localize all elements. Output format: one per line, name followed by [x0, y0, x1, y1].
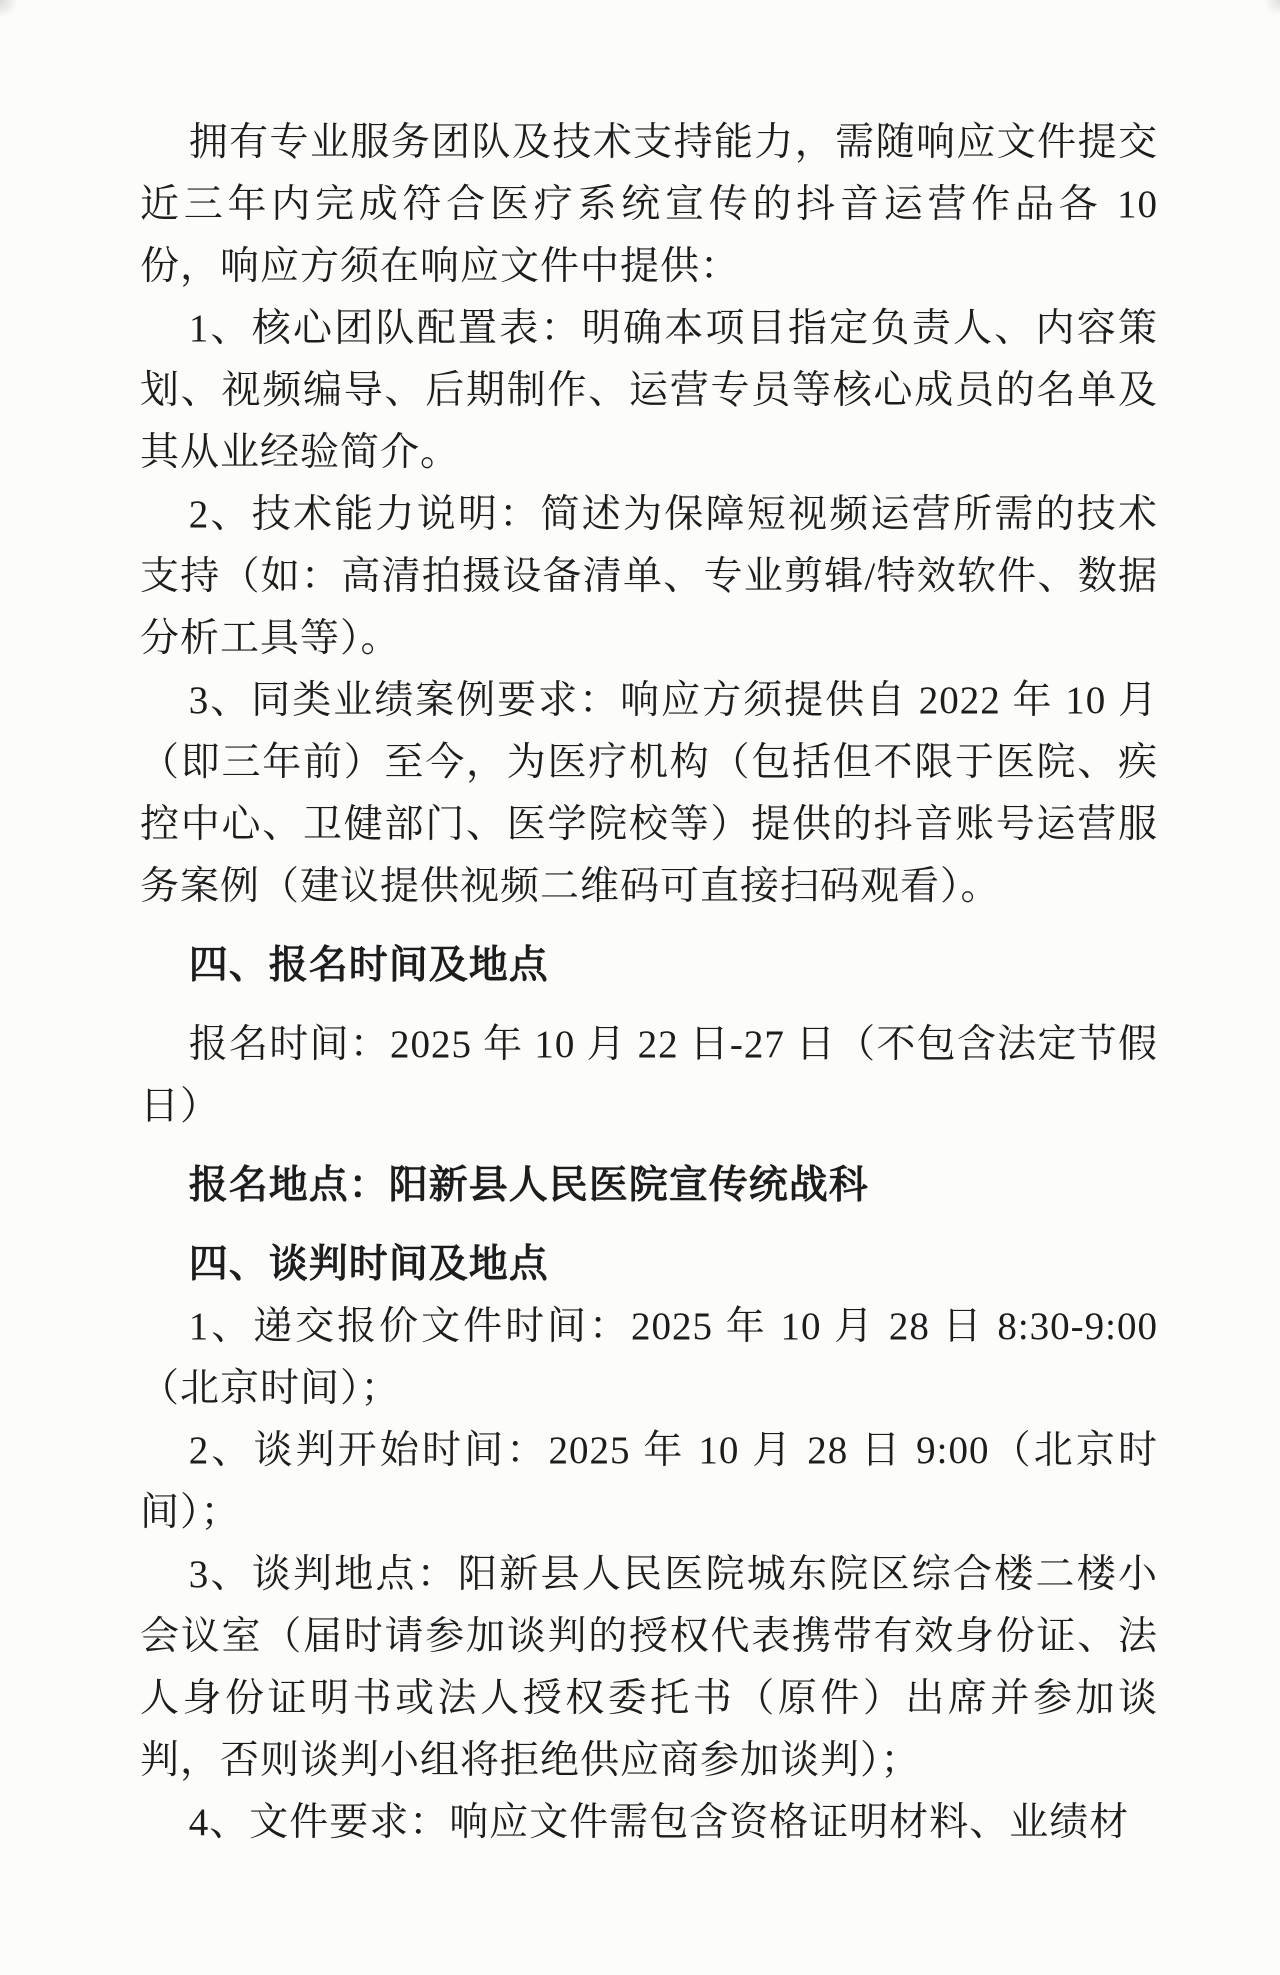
section-heading: 四、谈判时间及地点: [188, 1243, 549, 1286]
paragraph: 报名时间：2025 年 10 月 22 日-27 日（不包含法定节假日）: [140, 1023, 1158, 1128]
paragraph: 2、谈判开始时间：2025 年 10 月 28 日 9:00（北京时间）；: [140, 1429, 1158, 1534]
section-heading: 四、报名时间及地点: [188, 944, 549, 987]
paragraph: 4、文件要求：响应文件需包含资格证明材料、业绩材: [188, 1801, 1130, 1844]
paragraph: 1、核心团队配置表：明确本项目指定负责人、内容策划、视频编导、后期制作、运营专员等核心成员的名单及其从业经验简介。: [140, 307, 1158, 474]
paragraph: 1、递交报价文件时间：2025 年 10 月 28 日 8:30-9:00（北京时间）；: [140, 1305, 1158, 1410]
section-heading: 报名地点：阳新县人民医院宣传统战科: [188, 1164, 869, 1207]
paragraph: 3、同类业绩案例要求：响应方须提供自 2022 年 10 月（即三年前）至今，为医疗机构（包括但不限于医院、疾控中心、卫健部门、医学院校等）提供的抖音账号运营服务案例（建议提供视频二维码可直接扫码观看）。: [140, 679, 1158, 908]
paragraph: 3、谈判地点：阳新县人民医院城东院区综合楼二楼小会议室（届时请参加谈判的授权代表携带有效身份证、法人身份证明书或法人授权委托书（原件）出席并参加谈判，否则谈判小组将拒绝供应商参加谈判）；: [140, 1553, 1158, 1782]
paragraph: 2、技术能力说明：简述为保障短视频运营所需的技术支持（如：高清拍摄设备清单、专业剪辑/特效软件、数据分析工具等）。: [140, 493, 1158, 660]
paragraph: 拥有专业服务团队及技术支持能力，需随响应文件提交近三年内完成符合医疗系统宣传的抖音运营作品各 10 份，响应方须在响应文件中提供：: [140, 121, 1158, 288]
